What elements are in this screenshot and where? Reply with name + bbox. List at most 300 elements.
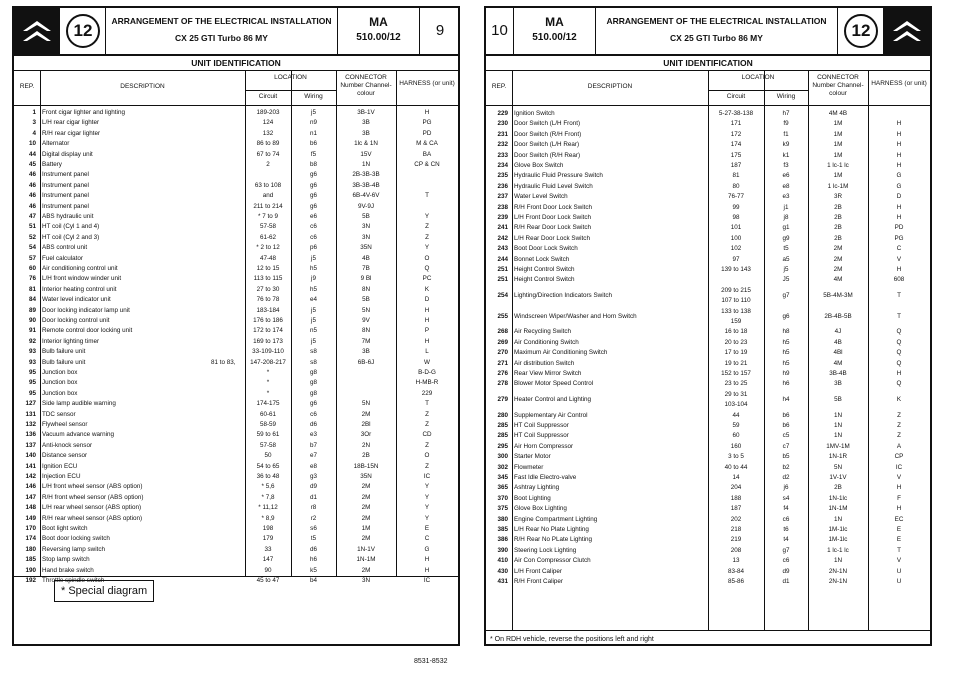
circuit-cell: 218 xyxy=(730,526,742,533)
description-cell: Door locking control unit xyxy=(42,317,110,324)
circuit-cell: 76-77 xyxy=(727,193,745,201)
connector-cell: 2M xyxy=(361,410,371,418)
ref-cell: 232 xyxy=(497,141,508,149)
description-cell: Flywheel sensor xyxy=(42,421,88,428)
ref-cell: 51 xyxy=(28,223,36,231)
manual-ref xyxy=(514,8,596,54)
description-cell: Stop lamp switch xyxy=(42,556,90,564)
circuit-cell: 98 xyxy=(732,214,740,221)
harness-cell: V xyxy=(896,474,902,481)
wiring-cell: n5 xyxy=(309,327,317,335)
ref-cell: 147 xyxy=(25,493,36,501)
connector-cell: 1N xyxy=(833,411,843,419)
harness-cell: CP xyxy=(894,453,904,461)
wiring-cell: f9 xyxy=(783,120,789,128)
description-cell: Junction box xyxy=(42,389,78,397)
circuit-cell: 124 xyxy=(262,119,274,127)
description-cell: Blower Motor Speed Control xyxy=(514,380,594,388)
harness-cell: PG xyxy=(422,119,432,127)
ref-cell: 254 xyxy=(497,291,508,299)
wiring-cell: b6 xyxy=(782,422,790,429)
ref-cell: 137 xyxy=(25,441,36,449)
circuit-cell: 172 xyxy=(730,130,742,138)
circuit-cell: 171 xyxy=(730,120,742,128)
harness-cell: PC xyxy=(422,275,432,283)
description-cell: Water Level Switch xyxy=(514,193,568,201)
circuit-cell: 169 to 173 xyxy=(253,337,283,345)
connector-cell: 1N xyxy=(833,557,843,565)
circuit-cell: * 2 to 12 xyxy=(256,244,280,252)
ref-cell: 300 xyxy=(497,453,508,461)
ref-cell: 141 xyxy=(25,462,36,470)
harness-cell: Y xyxy=(424,514,430,522)
column-headers xyxy=(14,71,458,106)
ref-cell: 270 xyxy=(497,349,508,357)
ref-cell: 132 xyxy=(25,421,36,428)
citroen-logo-icon xyxy=(884,8,930,54)
description-cell: Flowmeter xyxy=(514,463,544,471)
harness-cell: Q xyxy=(896,338,902,346)
right-page xyxy=(484,6,932,646)
connector-cell: 1 lc-1 lc xyxy=(827,162,849,169)
ref-cell: 180 xyxy=(25,545,36,553)
ref-cell: 136 xyxy=(25,431,36,439)
connector-cell: 1M xyxy=(833,151,843,159)
circuit-cell: 204 xyxy=(730,484,742,492)
wiring-cell: f5 xyxy=(310,150,317,158)
harness-cell: Y xyxy=(424,244,430,252)
description-cell: Side lamp audible warning xyxy=(42,400,116,408)
wiring-cell: t5 xyxy=(310,535,317,543)
connector-cell: 1MV-1M xyxy=(826,442,850,450)
ref-cell: 174 xyxy=(25,535,36,543)
connector-cell: 1M xyxy=(833,172,843,180)
ref-cell: 131 xyxy=(25,410,36,418)
ref-cell: 285 xyxy=(497,432,508,440)
title-line2: CX 25 GTI Turbo 86 MY xyxy=(670,33,763,43)
description-cell: Air Recycling Switch xyxy=(514,328,572,336)
col-circuit: Circuit xyxy=(258,93,278,100)
harness-cell: Y xyxy=(424,483,430,491)
right-header xyxy=(486,8,930,56)
circuit-cell: 33-109-110 xyxy=(252,348,284,356)
connector-cell: 4M 4B xyxy=(828,110,848,117)
harness-cell: H xyxy=(424,556,430,564)
harness-cell: P xyxy=(424,327,430,335)
table-row xyxy=(14,441,458,451)
circuit-cell: * 7,8 xyxy=(261,493,275,501)
ref-cell: 295 xyxy=(497,442,508,450)
table-row xyxy=(14,202,458,212)
harness-cell: U xyxy=(896,567,902,575)
description-cell: Ignition Switch xyxy=(514,110,555,117)
wiring-cell: d9 xyxy=(309,483,317,491)
manual-ref xyxy=(338,8,420,54)
ref-cell: 146 xyxy=(25,483,36,491)
circuit-cell: 132 xyxy=(262,129,274,137)
connector-cell: 2B xyxy=(834,234,842,242)
description-cell: Vacuum advance warning xyxy=(42,431,114,439)
description-cell: L/H front window winder unit xyxy=(42,275,122,283)
table-row xyxy=(14,108,458,118)
table-row xyxy=(14,139,458,149)
title-line1: ARRANGEMENT OF THE ELECTRICAL INSTALLATION xyxy=(606,16,827,26)
wiring-cell: b6 xyxy=(782,411,790,419)
wiring-cell: e3 xyxy=(309,431,317,439)
description-cell: Windscreen Wiper/Washer and Horn Switch xyxy=(514,312,637,320)
col-description: DESCRIPTION xyxy=(587,83,633,90)
ref-cell: 142 xyxy=(25,473,36,480)
ref-cell: 243 xyxy=(497,245,508,253)
description-cell: Anti-knock sensor xyxy=(42,441,93,449)
harness-cell: H xyxy=(424,337,430,345)
description-cell: HT coil (Cyl 2 and 3) xyxy=(42,233,100,241)
harness-cell: E xyxy=(896,536,902,544)
connector-cell: 3B-4B xyxy=(829,370,847,377)
circuit-cell: 58-59 xyxy=(259,421,277,428)
circuit-cell: 99 xyxy=(732,203,740,211)
connector-cell: 4M xyxy=(833,359,843,367)
wiring-cell: f1 xyxy=(783,130,789,138)
wiring-cell: d1 xyxy=(782,578,790,585)
ref-cell: 385 xyxy=(497,526,508,533)
col-circuit: Circuit xyxy=(726,93,746,100)
harness-cell: V xyxy=(896,255,902,263)
wiring-cell: h5 xyxy=(309,265,317,272)
unit-identification-title: UNIT IDENTIFICATION xyxy=(14,56,458,71)
description-cell: Alternator xyxy=(42,140,70,148)
connector-cell: 3B-1V xyxy=(357,109,375,116)
description-cell: Ignition ECU xyxy=(42,462,78,470)
description-cell: Fuel calculator xyxy=(42,254,83,262)
description-cell: Supplementary Air Control xyxy=(514,411,588,419)
table-row xyxy=(14,451,458,461)
column-divider xyxy=(512,71,513,630)
harness-cell: O xyxy=(424,452,430,460)
wiring-cell: g6 xyxy=(309,181,317,189)
ref-cell: 285 xyxy=(497,422,508,429)
description-cell: Air distribution Switch xyxy=(514,359,575,367)
connector-cell: 4Bl xyxy=(833,349,843,357)
harness-cell: H xyxy=(424,109,430,116)
connector-cell: 9 Bl xyxy=(360,275,372,283)
description-cell: Bulb failure unit xyxy=(42,348,86,356)
col-wiring: Wiring xyxy=(304,93,323,100)
connector-cell: 2B xyxy=(362,452,370,460)
ref-cell: 241 xyxy=(497,224,508,232)
connector-cell: 3B-3B-4B xyxy=(352,181,380,189)
ref-cell: 233 xyxy=(497,151,508,159)
wiring-cell: g6 xyxy=(782,312,790,320)
ref-cell: 60 xyxy=(28,265,36,272)
connector-cell: 2B xyxy=(834,214,842,221)
ref-cell: 365 xyxy=(497,484,508,492)
column-divider xyxy=(868,71,869,630)
description-cell: HT coil (Cyl 1 and 4) xyxy=(42,223,100,231)
description-cell: Lighting/Direction Indicators Switch xyxy=(514,291,612,299)
circuit-cell: 44 xyxy=(732,411,740,419)
ref-cell: 231 xyxy=(497,130,508,138)
harness-cell: W xyxy=(424,358,430,366)
description-cell: Bonnet Lock Switch xyxy=(514,255,570,263)
harness-cell: H xyxy=(896,484,902,492)
description-cell: Fast Idle Electro-valve xyxy=(514,474,577,481)
connector-cell: 4B xyxy=(362,254,370,262)
wiring-cell: d2 xyxy=(782,474,790,481)
ref-cell: 46 xyxy=(28,192,36,200)
description-cell: Rear View Mirror Switch xyxy=(514,370,582,377)
circuit-cell: 102 xyxy=(730,245,742,253)
wiring-cell: j5 xyxy=(311,109,316,116)
connector-cell: 1N-1V xyxy=(357,545,375,553)
harness-cell: Q xyxy=(896,328,902,336)
connector-cell: 2M xyxy=(833,266,843,273)
left-header xyxy=(14,8,458,56)
table-row xyxy=(14,160,458,170)
harness-cell: U xyxy=(896,578,902,585)
connector-cell: 1N xyxy=(833,432,843,440)
ref-cell: 431 xyxy=(497,578,508,585)
circuit-cell: 23 to 25 xyxy=(724,380,748,388)
harness-cell: F xyxy=(897,494,901,502)
ref-cell: 91 xyxy=(28,327,36,335)
harness-cell: T xyxy=(897,312,901,320)
ref-cell: 10 xyxy=(28,140,36,148)
harness-cell: PG xyxy=(894,234,904,242)
description-cell: L/H Front Door Lock Switch xyxy=(514,214,591,221)
wiring-cell: k1 xyxy=(782,151,790,159)
wiring-cell: e3 xyxy=(782,193,790,201)
wiring-cell: e4 xyxy=(309,296,317,304)
ref-cell: 251 xyxy=(497,266,508,273)
harness-cell: C xyxy=(424,535,430,543)
harness-cell: Q xyxy=(896,349,902,357)
ref-cell: 278 xyxy=(497,380,508,388)
harness-cell: M & CA xyxy=(416,140,438,148)
description-cell: L/H Rear Door Lock Switch xyxy=(514,234,590,242)
circuit-cell: 5-27-38-138 xyxy=(718,110,754,117)
circuit-cell: 3 to 5 xyxy=(728,453,744,461)
table-row xyxy=(14,534,458,544)
wiring-cell: b7 xyxy=(309,441,317,449)
ref-cell: 93 xyxy=(28,358,36,366)
circuit-cell: 47-48 xyxy=(259,254,277,262)
column-divider xyxy=(336,71,337,576)
table-row xyxy=(14,306,458,316)
table-row xyxy=(14,316,458,326)
ref-cell: 235 xyxy=(497,172,508,180)
wiring-cell: g6 xyxy=(309,171,317,179)
harness-cell: IC xyxy=(895,463,903,471)
table-row xyxy=(14,472,458,482)
circuit-cell: 59 xyxy=(732,422,740,429)
wiring-cell: g8 xyxy=(309,379,317,387)
circuit-cell: 172 to 174 xyxy=(253,327,283,335)
description-cell: Engine Compartment Lighting xyxy=(514,515,598,523)
ref-cell: 302 xyxy=(497,463,508,471)
wiring-cell: c6 xyxy=(310,233,317,241)
ref-cell: 375 xyxy=(497,505,508,513)
circuit-cell: 147 xyxy=(262,556,274,564)
circuit-cell: 208 xyxy=(730,546,742,554)
ref-cell: 185 xyxy=(25,556,36,564)
circuit-cell: 29 to 31 103-104 xyxy=(724,390,748,409)
table-row xyxy=(14,503,458,513)
column-divider xyxy=(396,71,397,576)
ref-cell: 95 xyxy=(28,379,36,387)
wiring-cell: p6 xyxy=(309,244,317,252)
wiring-cell: c7 xyxy=(782,442,790,450)
circuit-cell: 17 to 19 xyxy=(724,349,748,357)
description-cell: Boot Lighting xyxy=(514,494,551,502)
table-row xyxy=(14,233,458,243)
special-diagram-note: * Special diagram xyxy=(54,580,154,602)
table-bottom-rule xyxy=(486,630,930,631)
connector-cell: 2M xyxy=(361,504,371,512)
table-row xyxy=(14,212,458,222)
manual-code: MA xyxy=(369,15,388,29)
harness-cell: Z xyxy=(425,462,429,470)
connector-cell: 1V-1V xyxy=(829,474,847,481)
connector-cell: 3Or xyxy=(360,431,372,439)
circuit-cell: 147-208-217 xyxy=(250,358,286,366)
harness-cell: K xyxy=(896,395,902,403)
connector-cell: 3R xyxy=(833,193,843,201)
circuit-cell: 139 to 143 xyxy=(721,266,751,273)
connector-cell: 4J xyxy=(834,328,842,336)
doc-title xyxy=(596,8,838,54)
connector-cell: 2B xyxy=(834,203,842,211)
ref-cell: 47 xyxy=(28,213,36,220)
harness-cell: T xyxy=(425,192,429,200)
connector-cell: 2M xyxy=(361,493,371,501)
description-cell: R/H Front Caliper xyxy=(514,578,563,585)
connector-cell: 35N xyxy=(360,473,372,480)
circuit-cell: 12 to 15 xyxy=(256,265,280,272)
table-row xyxy=(14,337,458,347)
ref-cell: 410 xyxy=(497,557,508,565)
table-row xyxy=(14,222,458,232)
ref-cell: 280 xyxy=(497,411,508,419)
circuit-cell: 19 to 21 xyxy=(724,359,748,367)
harness-cell: Q xyxy=(896,359,902,367)
location-subheader-rule xyxy=(708,90,808,91)
harness-cell: Z xyxy=(897,422,901,429)
connector-cell: 6B-6J xyxy=(357,358,375,366)
connector-cell: 9V-9J xyxy=(357,202,375,210)
circuit-cell: 67 to 74 xyxy=(256,150,280,158)
wiring-cell: b4 xyxy=(309,577,317,584)
manual-number: 510.00/12 xyxy=(532,32,577,43)
description-cell: HT Coil Suppressor xyxy=(514,432,569,440)
harness-cell: G xyxy=(424,545,430,553)
harness-cell: V xyxy=(896,557,902,565)
description-cell: Junction box xyxy=(42,379,78,387)
left-page xyxy=(12,6,460,646)
description-cell: Air Conditioning Switch xyxy=(514,338,579,346)
page-footer-code: 8531-8532 xyxy=(414,658,448,665)
connector-cell: 2Bl xyxy=(361,421,371,428)
circuit-cell: 14 xyxy=(732,474,740,481)
ref-cell: 370 xyxy=(497,494,508,502)
circuit-cell: 175 xyxy=(730,151,742,159)
table-row xyxy=(14,358,458,368)
circuit-cell: 198 xyxy=(262,525,274,532)
ref-cell: 57 xyxy=(28,254,36,262)
table-row xyxy=(14,326,458,336)
harness-cell: L xyxy=(425,348,429,356)
description-cell: Front cigar lighter and lighting xyxy=(42,109,125,116)
wiring-cell: h5 xyxy=(309,285,317,293)
circuit-cell: 202 xyxy=(730,515,742,523)
description-cell: Boot Door Lock Switch xyxy=(514,245,578,253)
col-harness: HARNESS (or unit) xyxy=(871,80,927,87)
harness-cell: EC xyxy=(894,515,904,523)
col-location: LOCATION xyxy=(741,74,775,81)
connector-cell: 1N xyxy=(833,422,843,429)
connector-cell: 1 lc-1M xyxy=(827,182,849,190)
connector-cell: 1M xyxy=(361,525,371,532)
description-cell: ABS hydraulic unit xyxy=(42,213,94,220)
ref-cell: 244 xyxy=(497,255,508,263)
description-cell: Door Switch (L/H Rear) xyxy=(514,141,580,149)
circuit-cell: 61-62 xyxy=(259,233,277,241)
connector-cell: 3B xyxy=(834,380,842,388)
circuit-cell: 50 xyxy=(264,452,272,460)
wiring-cell: n9 xyxy=(309,119,317,127)
col-ref: REP. xyxy=(19,83,35,90)
connector-cell: 4B xyxy=(834,338,842,346)
rhd-note: * On RDH vehicle, reverse the positions left and right xyxy=(490,636,654,643)
wiring-cell: h6 xyxy=(309,556,317,564)
wiring-cell: j5 xyxy=(311,337,316,345)
connector-cell: 7B xyxy=(362,265,370,272)
circuit-cell: 57-58 xyxy=(259,223,277,231)
circuit-cell: 60-61 xyxy=(259,410,277,418)
circuit-cell: 183-184 xyxy=(256,306,280,314)
table-row xyxy=(14,462,458,472)
wiring-cell: n1 xyxy=(309,129,317,137)
connector-cell: 5B-4M-3M xyxy=(823,291,853,299)
harness-cell: H xyxy=(424,317,430,324)
harness-cell: G xyxy=(896,182,902,190)
table-row xyxy=(14,170,458,180)
connector-cell: 18B-15N xyxy=(353,462,379,470)
col-location: LOCATION xyxy=(274,74,307,81)
description-cell: Air Con Compressor Clutch xyxy=(514,557,591,565)
harness-cell: Z xyxy=(897,432,901,440)
circuit-cell: 85-86 xyxy=(727,578,745,585)
connector-cell: 2B-3B-3B xyxy=(352,171,380,179)
connector-cell: 5N xyxy=(361,306,371,314)
circuit-cell: 54 to 65 xyxy=(256,462,280,470)
harness-cell: Z xyxy=(897,411,901,419)
circuit-cell: 16 to 18 xyxy=(724,328,748,336)
harness-cell: Y xyxy=(424,493,430,501)
column-divider xyxy=(808,71,809,630)
circuit-cell: 33 xyxy=(264,545,272,553)
harness-cell: E xyxy=(424,525,430,532)
ref-cell: 140 xyxy=(25,452,36,460)
wiring-cell: h7 xyxy=(782,110,790,117)
wiring-cell: b2 xyxy=(782,463,790,471)
wiring-cell: j5 xyxy=(311,306,316,314)
wiring-cell: j5 xyxy=(311,254,316,262)
ref-cell: 380 xyxy=(497,515,508,523)
harness-cell: H xyxy=(424,306,430,314)
ref-cell: 251 xyxy=(497,276,508,284)
wiring-cell: e7 xyxy=(309,452,317,460)
